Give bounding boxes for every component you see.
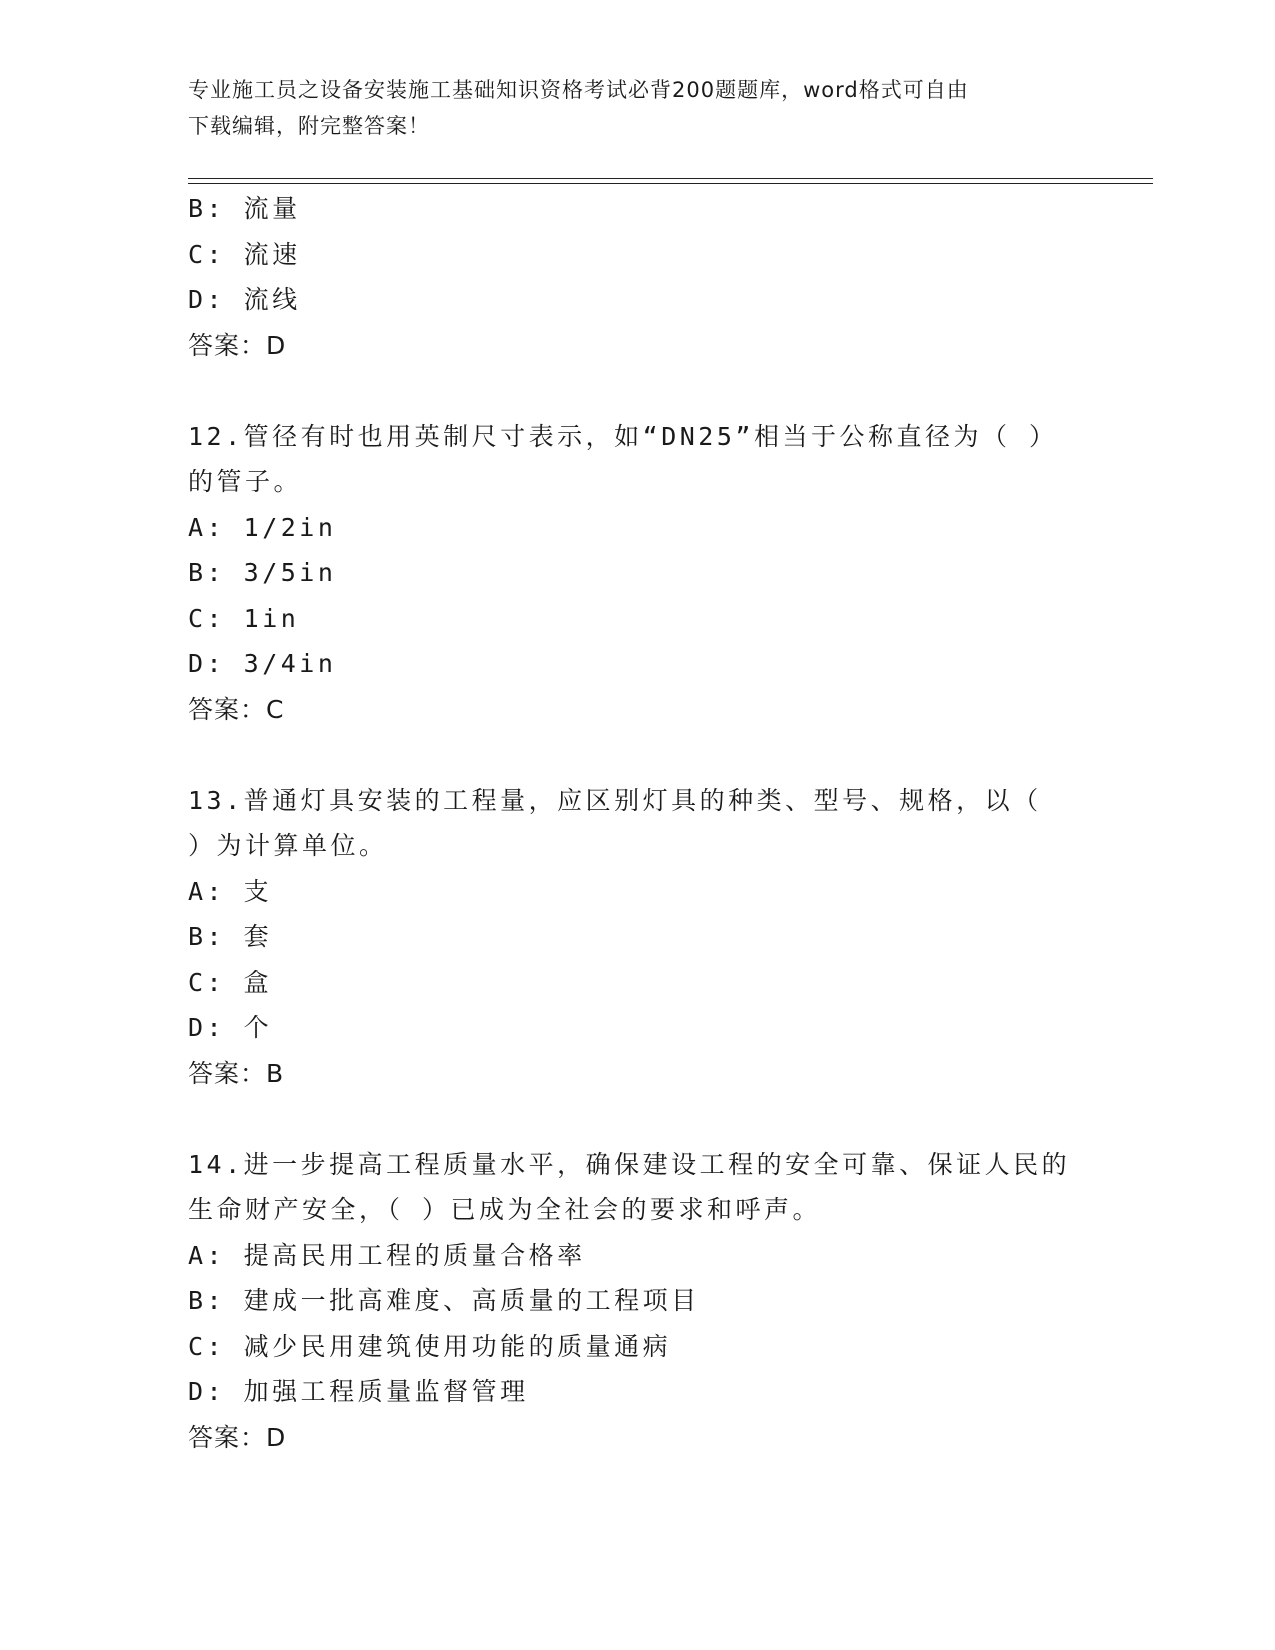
question-list bbox=[188, 186, 1088, 1460]
answer: 答案：B bbox=[188, 1058, 285, 1088]
question-stem-line-2: ）为计算单位。 bbox=[188, 831, 388, 860]
option-c: C: 1in bbox=[188, 603, 300, 633]
header-rule-top bbox=[188, 178, 1153, 179]
spacer bbox=[188, 368, 1088, 414]
option-c: C: 流速 bbox=[188, 239, 301, 269]
option-b: B: 3/5in bbox=[188, 558, 337, 587]
option-d: D: 流线 bbox=[188, 285, 301, 314]
question-13 bbox=[188, 778, 1088, 1097]
question-14 bbox=[188, 1142, 1088, 1461]
question-12 bbox=[188, 414, 1088, 733]
answer: 答案：D bbox=[188, 1422, 287, 1452]
option-a: A: 支 bbox=[188, 876, 273, 906]
option-b: B: 流量 bbox=[188, 194, 301, 223]
option-c: C: 减少民用建筑使用功能的质量通病 bbox=[188, 1331, 672, 1361]
question-11-continued bbox=[188, 186, 1088, 368]
option-b: B: 套 bbox=[188, 922, 273, 951]
question-stem-line-1: 13.普通灯具安装的工程量，应区别灯具的种类、型号、规格，以（ bbox=[188, 785, 1042, 815]
spacer bbox=[188, 732, 1088, 778]
option-c: C: 盒 bbox=[188, 967, 273, 997]
answer: 答案：C bbox=[188, 694, 285, 724]
question-stem-line-1: 14.进一步提高工程质量水平，确保建设工程的安全可靠、保证人民的 bbox=[188, 1149, 1071, 1179]
option-d: D: 加强工程质量监督管理 bbox=[188, 1377, 529, 1406]
header-rule-bottom bbox=[188, 183, 1153, 184]
option-d: D: 3/4in bbox=[188, 649, 337, 678]
question-stem-line-2: 的管子。 bbox=[188, 467, 303, 496]
question-stem-line-1: 12.管径有时也用英制尺寸表示，如“DN25”相当于公称直径为（ ） bbox=[188, 421, 1058, 451]
answer: 答案：D bbox=[188, 330, 287, 360]
document-header bbox=[188, 72, 1088, 144]
option-d: D: 个 bbox=[188, 1013, 273, 1042]
question-stem-line-2: 生命财产安全，（ ）已成为全社会的要求和呼声。 bbox=[188, 1195, 822, 1224]
header-line-2: 下载编辑，附完整答案！ bbox=[188, 114, 430, 138]
option-a: A: 提高民用工程的质量合格率 bbox=[188, 1240, 586, 1270]
header-line-1: 专业施工员之设备安装施工基础知识资格考试必背200题题库，word格式可自由 bbox=[188, 78, 969, 102]
option-a: A: 1/2in bbox=[188, 512, 337, 542]
spacer bbox=[188, 1096, 1088, 1142]
option-b: B: 建成一批高难度、高质量的工程项目 bbox=[188, 1286, 700, 1315]
